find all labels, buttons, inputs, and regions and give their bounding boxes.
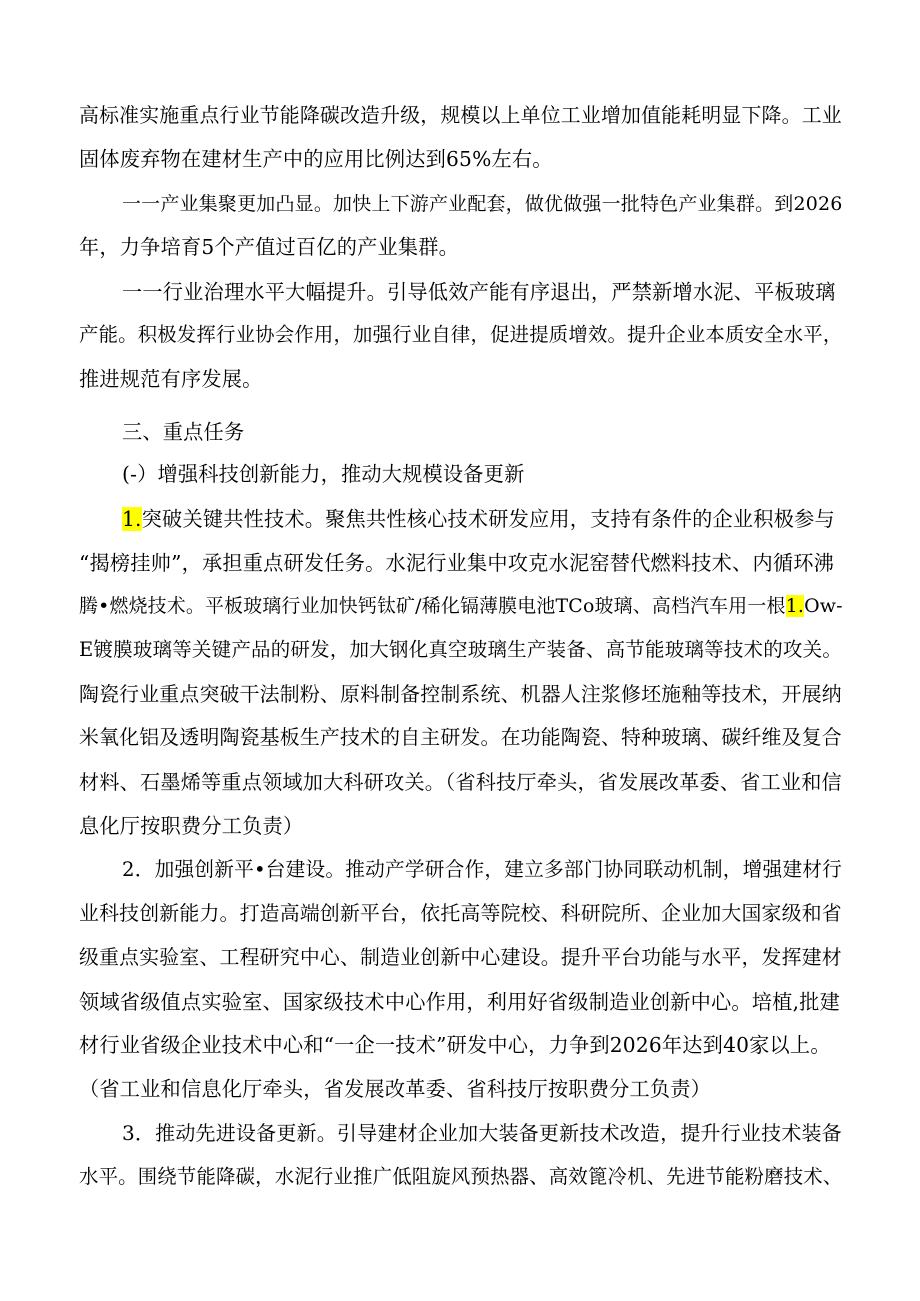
- paragraph-1-line: 米氧化铝及透明陶瓷基板生产技术的自主研发。在功能陶瓷、特种玻璃、碳纤维及复合: [79, 726, 842, 749]
- body-line: 推进规范有序发展。: [79, 367, 263, 391]
- paragraph-1-line: 息化厅按职费分工负责）: [79, 814, 304, 838]
- paragraph-2-line: 业科技创新能力。打造高端创新平台，依托高等院校、科研院所、企业加大国家级和省: [79, 902, 842, 925]
- body-line: 一一产业集聚更加凸显。加快上下游产业配套，做优做强一批特色产业集群。到2026: [122, 193, 843, 215]
- paragraph-1-line: 材料、石墨烯等重点领域加大科研攻关。（省科技厅牵头，省发展改革委、省工业和信: [79, 770, 842, 794]
- paragraph-2-line: 级重点实验室、工程研究中心、制造业创新中心建设。提升平台功能与水平，发挥建材: [79, 946, 842, 969]
- paragraph-2-line: 领域省级值点实验室、国家级技术中心作用，利用好省级制造业创新中心。培植,批建: [79, 990, 840, 1014]
- paragraph-1-text: 腾•燃烧技术。平板玻璃行业加快钙钛矿/稀化镉薄膜电池TCo玻璃、高档汽车用一根: [79, 595, 786, 617]
- paragraph-2-line: 材行业省级企业技术中心和“一企一技术”研发中心，力争到2026年达到40家以上。: [79, 1033, 831, 1057]
- paragraph-1-line: [79, 592, 843, 620]
- highlighted-text: 1.: [785, 595, 805, 617]
- body-line: 年，力争培育5个产值过百亿的产业集群。: [79, 235, 460, 259]
- paragraph-1-line: “揭榜挂帅”，承担重点研发任务。水泥行业集中攻克水泥窑替代燃料技术、内循环沸: [79, 551, 834, 575]
- subsection-heading: (-）增强科技创新能力，推动大规模设备更新: [122, 462, 525, 486]
- body-line: 高标准实施重点行业节能降碳改造升级，规模以上单位工业增加值能耗明显下降。工业: [79, 104, 842, 127]
- paragraph-2-line: 2．加强创新平•台建设。推动产学研合作，建立多部门协同联动机制，增强建材行: [122, 858, 843, 881]
- paragraph-3-line: 水平。围绕节能降碳，水泥行业推广低阻旋风预热器、高效篦冷机、先进节能粉磨技术、: [79, 1165, 843, 1188]
- body-line: 一一行业治理水平大幅提升。引导低效产能有序退出，严禁新增水泥、平板玻璃: [122, 280, 836, 304]
- paragraph-1-line: [122, 505, 835, 533]
- section-heading: 三、重点任务: [122, 420, 245, 444]
- paragraph-1-line: E镀膜玻璃等关键产品的研发，加大钢化真空玻璃生产装备、高节能玻璃等技术的攻关。: [79, 638, 843, 661]
- paragraph-1-text: 突破关键共性技术。聚焦共性核心技术研发应用，支持有条件的企业积极参与: [141, 507, 835, 531]
- body-line: 固体废弃物在建材生产中的应用比例达到65%左右。: [79, 147, 553, 171]
- paragraph-3-line: 3．推动先进设备更新。引导建材企业加大装备更新技术改造，提升行业技术装备: [122, 1121, 842, 1145]
- highlighted-number: 1.: [122, 507, 142, 531]
- paragraph-1-text: Ow-: [804, 595, 843, 617]
- body-line: 产能。积极发挥行业协会作用，加强行业自律，促进提质增效。提升企业本质安全水平，: [79, 323, 843, 346]
- paragraph-2-line: （省工业和信息化厅牵头，省发展改革委、省科技厅按职费分工负责）: [79, 1077, 712, 1101]
- paragraph-1-line: 陶瓷行业重点突破干法制粉、原料制备控制系统、机器人注浆修坯施釉等技术，开展纳: [79, 683, 842, 706]
